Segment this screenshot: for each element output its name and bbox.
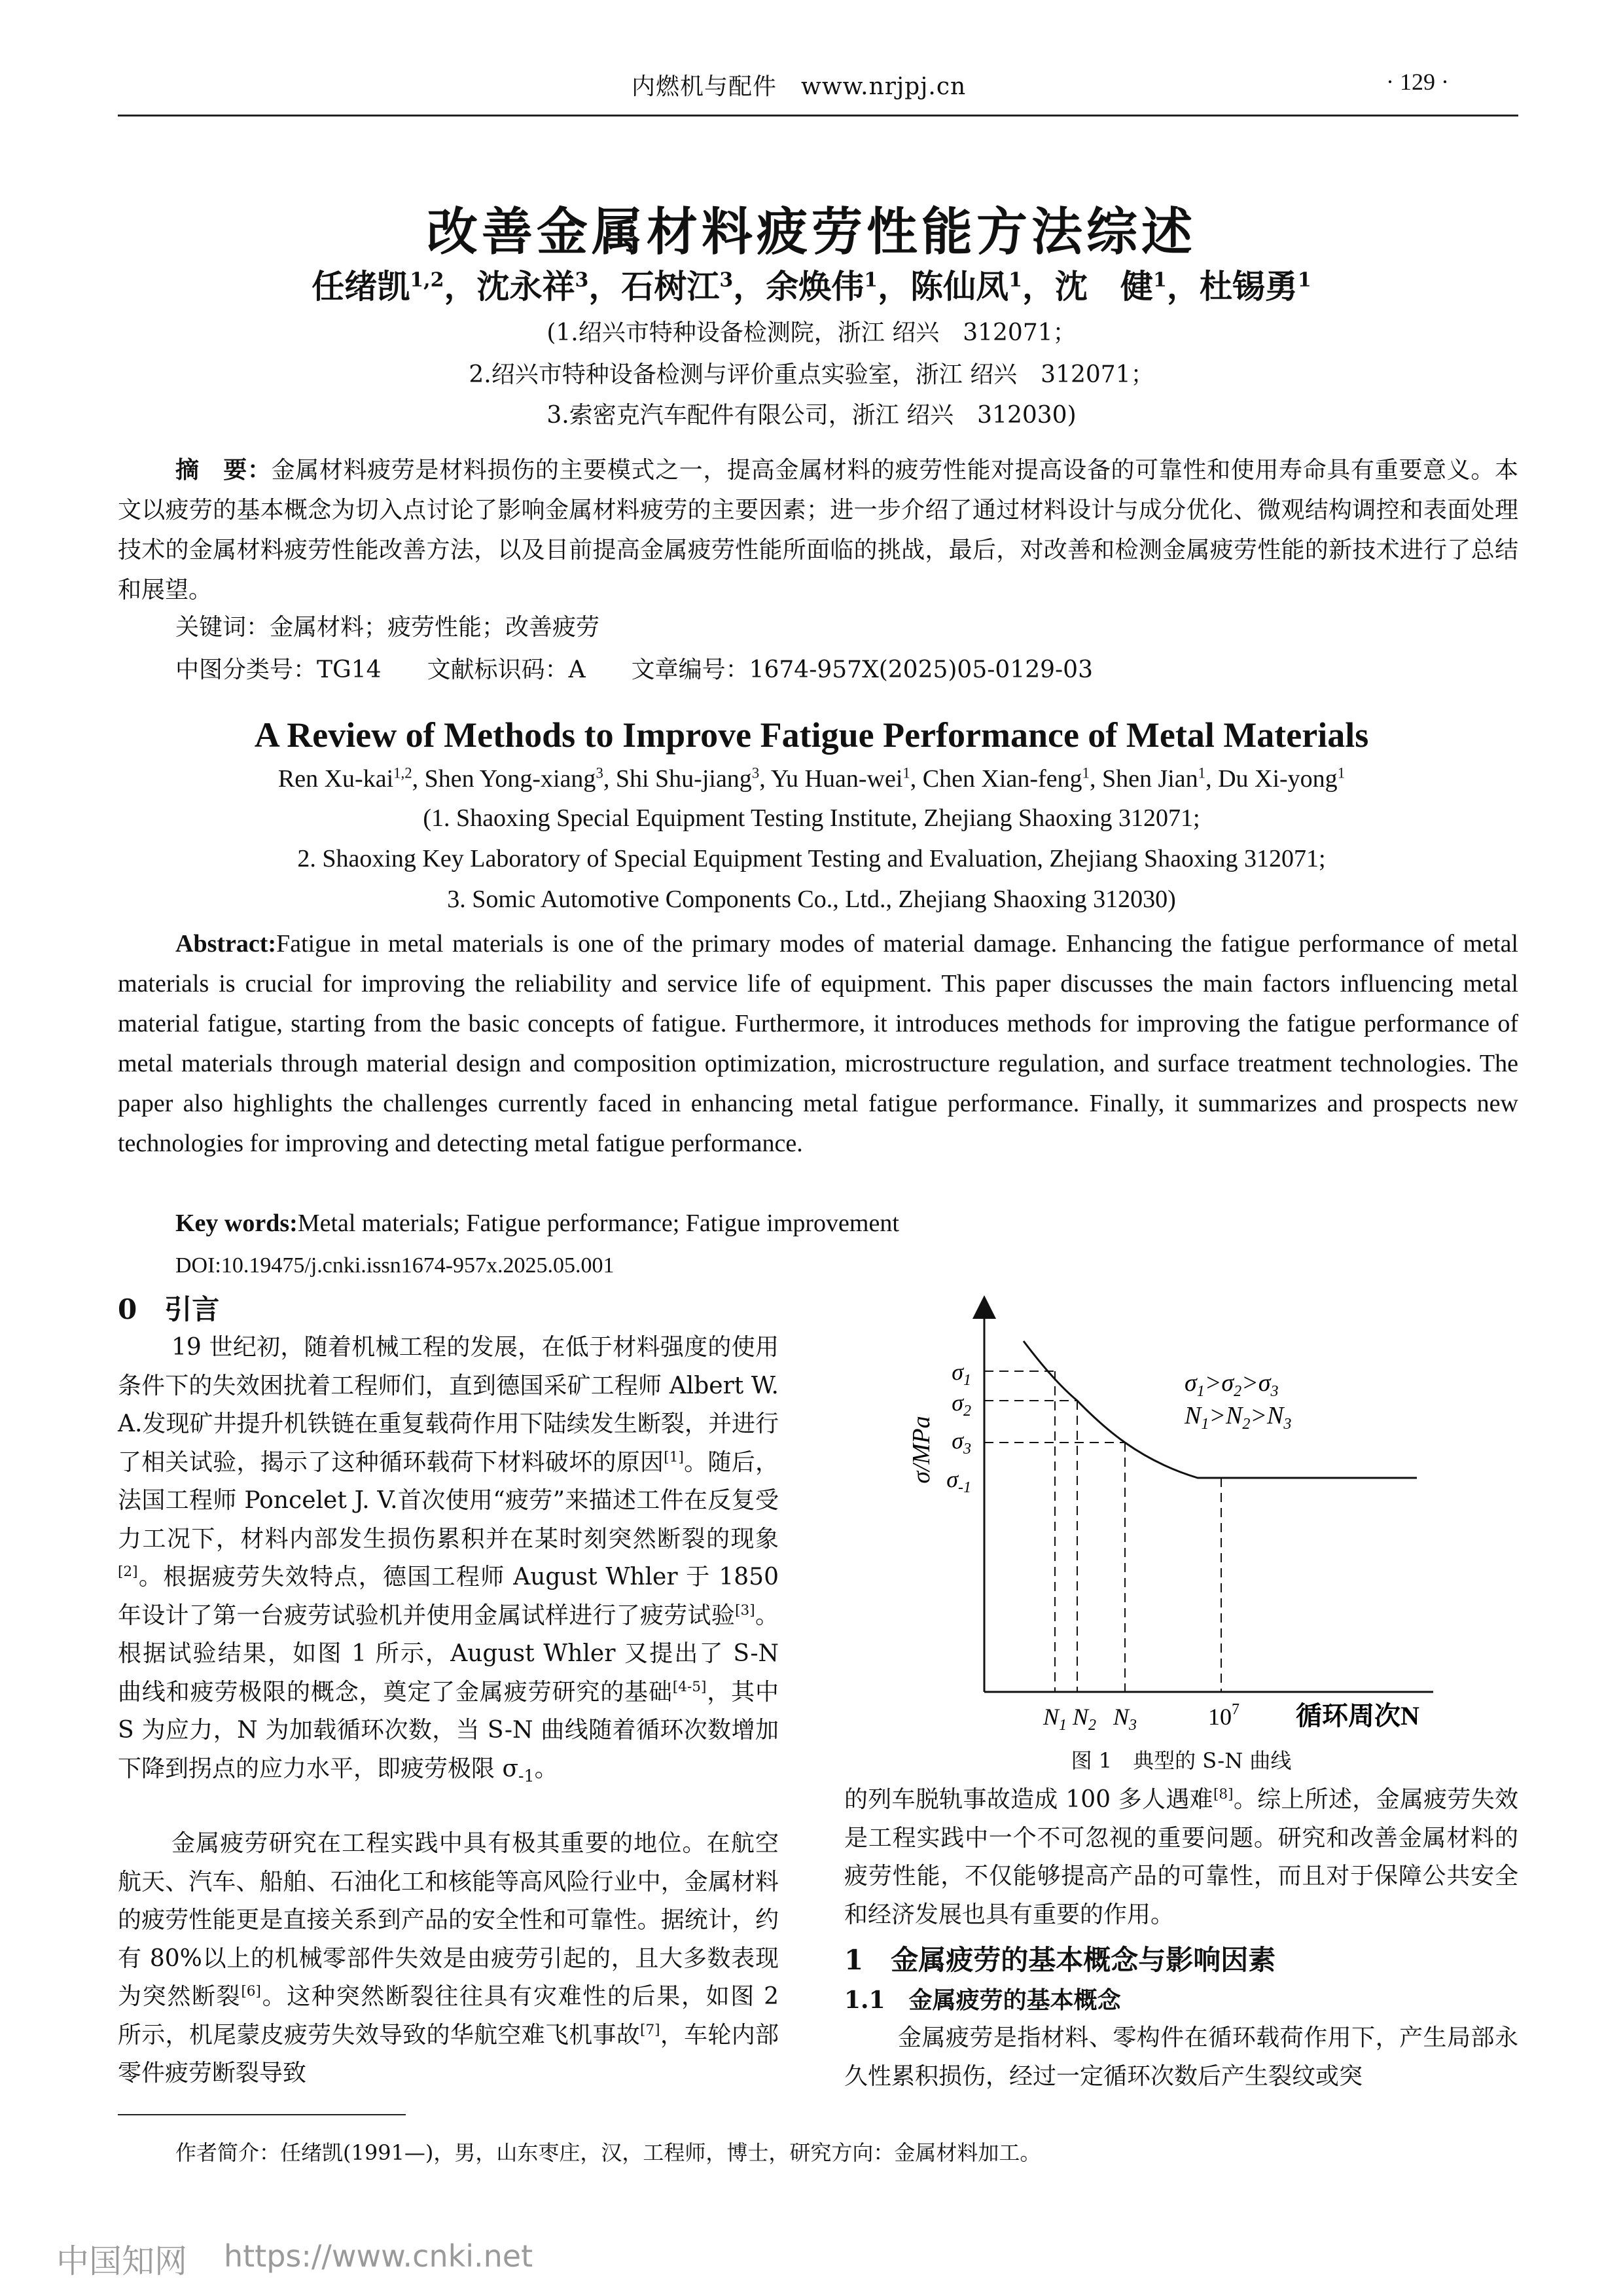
keywords-cn-label: 关键词： xyxy=(175,614,270,641)
n7-label: $10^7$ xyxy=(1208,1701,1240,1730)
n1-label: $N_1$ xyxy=(1043,1704,1067,1734)
n2-label: $N_2$ xyxy=(1072,1704,1097,1734)
affiliation-cn: 3.索密克汽车配件有限公司，浙江 绍兴 312030) xyxy=(546,402,1077,429)
clc-number: 中图分类号：TG14 xyxy=(175,656,382,683)
citation: [8] xyxy=(1213,1786,1234,1803)
paper-title: 改善金属材料疲劳性能方法综述 xyxy=(426,203,1196,262)
author-en: Yu Huan-wei xyxy=(770,765,903,793)
author-footnote: 作者简介：任绪凯(1991—)，男，山东枣庄，汉，工程师，博士，研究方向：金属材料加工。 xyxy=(175,2140,1041,2165)
cnki-watermark-url[interactable]: https://www.cnki.net xyxy=(224,2238,533,2274)
citation: [3] xyxy=(735,1602,755,1619)
n3-label: $N_3$ xyxy=(1113,1704,1137,1734)
body-paragraph: 的列车脱轨事故造成 100 多人遇难[8]。综上所述，金属疲劳失效是工程实践中一个不可忽视的重要问题。研究和改善金属材料的疲劳性能，不仅能够提高产品的可靠性，而且对于保障公共安全和经济发展也具有重要的作用。 xyxy=(844,1786,1518,1928)
subsection-heading: 1.1 金属疲劳的基本概念 xyxy=(844,1986,1121,2014)
author-cn: 任绪凯 xyxy=(312,267,410,306)
abstract-cn xyxy=(118,450,1518,610)
abstract-en-text: Fatigue in metal materials is one of the primary modes of material damage. Enhancing the fatigue performance of metal materials is crucial for improving the reliability and service life of equipment. This paper discusses the main factors influencing metal material fatigue, starting from the basic concepts of fatigue. Furthermore, it introduces methods for improving the fatigue performance of metal materials through material design and composition optimization, microstructure regulation, and surface treatment technologies. The paper also highlights the challenges currently faced in enhancing metal fatigue performance. Finally, it summarizes and prospects new technologies for improving and detecting metal fatigue performance. xyxy=(118,930,1518,1157)
author-en: Shen Yong-xiang xyxy=(424,765,596,793)
citation: [2] xyxy=(118,1564,138,1580)
author-cn: 石树江 xyxy=(621,267,720,306)
affiliation-cn: 2.绍兴市特种设备检测与评价重点实验室，浙江 绍兴 312071； xyxy=(469,361,1154,388)
citation: [1] xyxy=(664,1448,684,1465)
doi: DOI:10.19475/j.cnki.issn1674-957x.2025.05.001 xyxy=(175,1253,615,1278)
author-en: Du Xi-yong xyxy=(1218,765,1338,793)
author-en: Ren Xu-kai xyxy=(277,765,394,793)
authors-en: Ren Xu-kai$^{1,2}$, Shen Yong-xiang$^3$, Shi Shu-jiang$^3$, Yu Huan-wei$^1$, Chen Xian-feng$^1$, Shen Jian$^1$, Du Xi-yong$^1$ xyxy=(277,764,1346,793)
running-header-journal: 内燃机与配件 www.nrjpj.cn xyxy=(632,73,967,100)
sigma-minus1-label: $\sigma_{-1}$ xyxy=(946,1466,971,1496)
abstract-en xyxy=(118,924,1518,1164)
authors-cn: 任绪凯$^{1,2}$，沈永祥$^3$，石树江$^3$，余焕伟$^1$，陈仙凤$^1$，沈 健$^1$，杜锡勇$^1$ xyxy=(312,267,1311,306)
body-paragraph: 金属疲劳研究在工程实践中具有极其重要的地位。在航空航天、汽车、船舶、石油化工和核能等高风险行业中，金属材料的疲劳性能更是直接关系到产品的安全性和可靠性。据统计，约有 80%以上的机械零部件失效是由疲劳引起的，且大多数表现为突然断裂[6]。这种突然断裂往往具有灾难性的后果，如图 2 所示，机尾蒙皮疲劳失效导致的华航空难飞机事故[7]，车轮内部零件疲劳断裂导致 xyxy=(118,1830,779,2087)
figure-caption: 图 1 典型的 S-N 曲线 xyxy=(1071,1748,1292,1773)
abstract-en-label: Abstract: xyxy=(175,930,277,958)
sigma3-label: $\sigma_3$ xyxy=(952,1427,971,1458)
x-axis-label: 循环周次N xyxy=(1296,1701,1419,1731)
affiliation-en: (1. Shaoxing Special Equipment Testing Institute, Zhejiang Shaoxing 312071; xyxy=(423,804,1200,832)
citation: [7] xyxy=(640,2021,660,2038)
section-heading: 1 金属疲劳的基本概念与影响因素 xyxy=(844,1944,1276,1976)
keywords-en xyxy=(175,1209,899,1238)
author-en: Chen Xian-feng xyxy=(922,765,1082,793)
author-en: Shen Jian xyxy=(1101,765,1198,793)
abstract-cn-label: 摘 要： xyxy=(175,456,272,484)
cnki-watermark-logo: 中国知网 xyxy=(56,2242,187,2280)
author-cn: 陈仙凤 xyxy=(910,267,1009,306)
classification-line xyxy=(175,651,1419,685)
footnote-rule xyxy=(118,2114,406,2115)
sn-curve-figure xyxy=(844,1293,1518,1738)
abstract-cn-text: 金属材料疲劳是材料损伤的主要模式之一，提高金属材料的疲劳性能对提高设备的可靠性和使用寿命具有重要意义。本文以疲劳的基本概念为切入点讨论了影响金属材料疲劳的主要因素；进一步介绍了通过材料设计与成分优化、微观结构调控和表面处理技术的金属材料疲劳性能改善方法，以及目前提高金属疲劳性能所面临的挑战，最后，对改善和检测金属疲劳性能的新技术进行了总结和展望。 xyxy=(118,457,1518,603)
n-order-legend: $N_1>N_2>N_3$ xyxy=(1185,1402,1292,1433)
author-cn: 余焕伟 xyxy=(766,267,865,306)
section-heading: 0 引言 xyxy=(118,1293,220,1325)
sigma-order-legend: $\sigma_1>\sigma_2>\sigma_3$ xyxy=(1185,1369,1279,1400)
y-axis-label: σ/MPa xyxy=(908,1416,935,1484)
page-number: · 129 · xyxy=(1386,69,1449,95)
citation: [4-5] xyxy=(672,1678,707,1695)
affiliation-cn: (1.绍兴市特种设备检测院，浙江 绍兴 312071； xyxy=(546,319,1077,346)
article-number: 文章编号：1674-957X(2025)05-0129-03 xyxy=(631,656,1093,683)
sigma2-label: $\sigma_2$ xyxy=(952,1390,971,1420)
body-paragraph: 金属疲劳是指材料、零构件在循环载荷作用下，产生局部永久性累积损伤，经过一定循环次数后产生裂纹或突 xyxy=(844,2024,1518,2090)
author-cn: 沈永祥 xyxy=(476,267,575,306)
header-rule xyxy=(118,115,1518,117)
paper-title-en: A Review of Methods to Improve Fatigue Performance of Metal Materials xyxy=(254,715,1369,755)
keywords-cn-text: 金属材料；疲劳性能；改善疲劳 xyxy=(270,614,600,641)
author-cn: 沈 健 xyxy=(1054,267,1153,306)
affiliation-en: 3. Somic Automotive Components Co., Ltd., Zhejiang Shaoxing 312030) xyxy=(447,886,1176,913)
citation: [6] xyxy=(241,1983,261,2000)
affiliation-en: 2. Shaoxing Key Laboratory of Special Equipment Testing and Evaluation, Zhejiang Shaoxing 312071; xyxy=(297,845,1326,872)
sigma1-label: $\sigma_1$ xyxy=(952,1359,971,1389)
keywords-en-label: Key words: xyxy=(175,1210,298,1237)
body-paragraph: 19 世纪初，随着机械工程的发展，在低于材料强度的使用条件下的失效困扰着工程师们，直到德国采矿工程师 Albert W. A.发现矿井提升机铁链在重复载荷作用下陆续发生断裂，并进行了相关试验，揭示了这种循环载荷下材料破坏的原因[1]。随后，法国工程师 Poncelet J. V.首次使用“疲劳”来描述工件在反复受力工况下，材料内部发生损伤累积并在某时刻突然断裂的现象[2]。根据疲劳失效特点，德国工程师 August Whler 于 1850 年设计了第一台疲劳试验机并使用金属试样进行了疲劳试验[3]。根据试验结果，如图 1 所示，August Whler 又提出了 S-N 曲线和疲劳极限的概念，奠定了金属疲劳研究的基础[4-5]，其中 S 为应力，N 为加载循环次数，当 S-N 曲线随着循环次数增加下降到拐点的应力水平，即疲劳极限 $\sigma_{-1}$。 xyxy=(118,1334,779,1785)
keywords-en-text: Metal materials; Fatigue performance; Fatigue improvement xyxy=(297,1210,899,1237)
author-en: Shi Shu-jiang xyxy=(615,765,752,793)
keywords-cn xyxy=(175,609,599,642)
document-code: 文献标识码：A xyxy=(427,656,586,683)
author-cn: 杜锡勇 xyxy=(1199,267,1298,306)
